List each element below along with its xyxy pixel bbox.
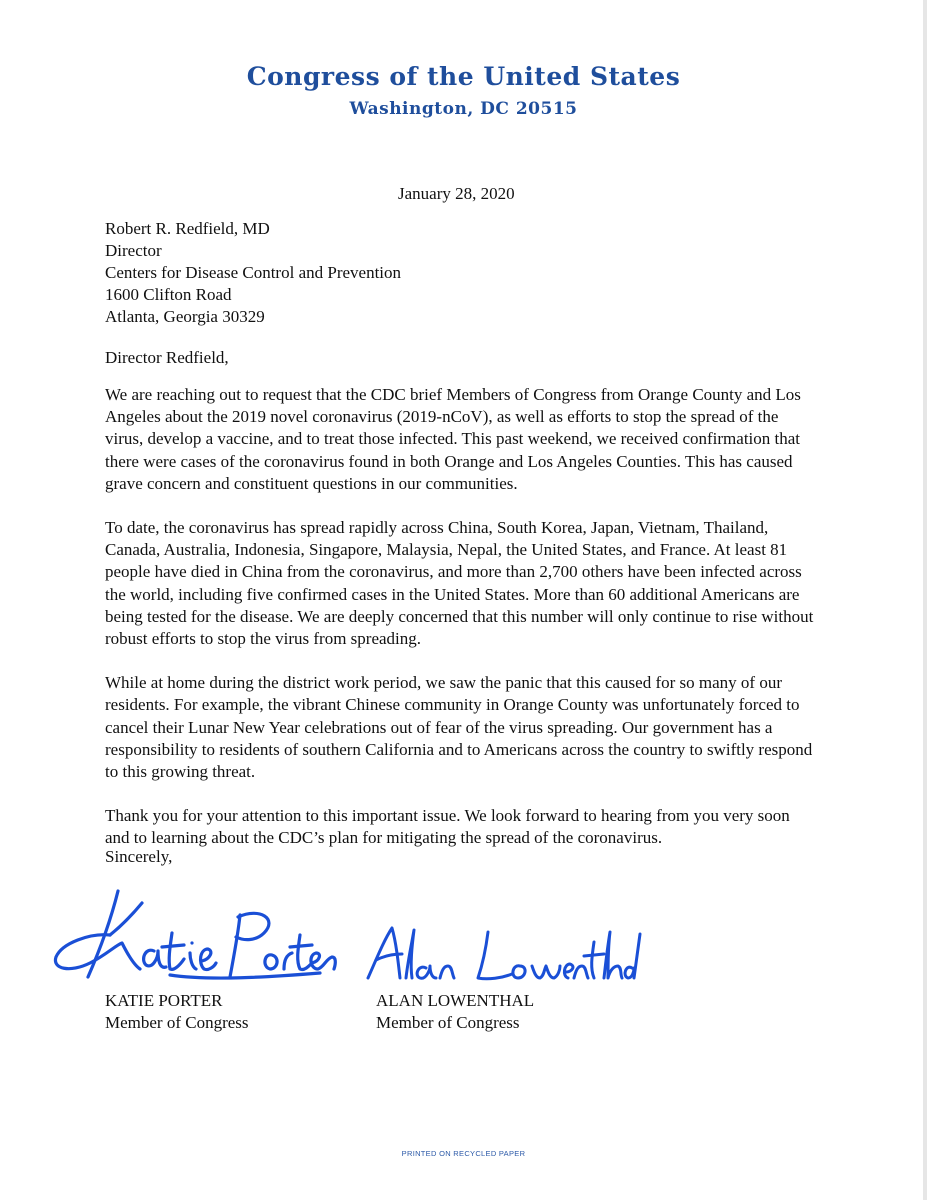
closing: Sincerely, [105, 847, 173, 866]
page-edge [923, 0, 927, 1200]
signature-alan-lowenthal [362, 920, 642, 990]
paragraph-4: Thank you for your attention to this important issue. We look forward to hearing from you very soon and to learning about the CDC’s plan for mitigating the spread of the coronavirus. [105, 806, 790, 848]
signer-name: ALAN LOWENTHAL [376, 991, 535, 1010]
paragraph-1: We are reaching out to request that the CDC brief Members of Congress from Orange County and Los Angeles about the 2019 novel coronavirus (2019-nCoV), as well as efforts to stop the spread of the virus, develop a vaccine, and to treat those infected. This past weekend, we received confirmation that there were cases of the coronavirus found in both Orange and Los Angeles Counties. This has caused grave concern and constituent questions in our communities. [105, 385, 801, 493]
signer-katie-porter [105, 990, 249, 1034]
signature-katie-porter [50, 885, 340, 985]
recipient-address [105, 218, 401, 328]
recipient-title: Director [105, 241, 162, 260]
letter-date: January 28, 2020 [398, 184, 515, 203]
letterhead-title: Congress of the United States [246, 62, 681, 91]
signer-title: Member of Congress [105, 1013, 249, 1032]
signer-name: KATIE PORTER [105, 991, 223, 1010]
letter-body [105, 384, 815, 872]
letterhead [0, 60, 927, 122]
salutation: Director Redfield, [105, 348, 229, 367]
paragraph-3: While at home during the district work period, we saw the panic that this caused for so many of our residents. For example, the vibrant Chinese community in Orange County was unfortunately forced to cancel their Lunar New Year celebrations out of fear of the virus spreading. Our government has a responsibility to residents of southern California and to Americans across the country to swiftly respond to this growing threat. [105, 673, 813, 782]
recipient-organization: Centers for Disease Control and Prevention [105, 263, 402, 282]
recycled-paper-footer: PRINTED ON RECYCLED PAPER [401, 1149, 526, 1158]
signer-alan-lowenthal [376, 990, 534, 1034]
recipient-city: Atlanta, Georgia 30329 [105, 307, 265, 326]
recipient-name: Robert R. Redfield, MD [105, 219, 270, 238]
letterhead-subtitle: Washington, DC 20515 [349, 99, 578, 119]
signer-title: Member of Congress [376, 1013, 520, 1032]
paragraph-2: To date, the coronavirus has spread rapidly across China, South Korea, Japan, Vietnam, Thailand, Canada, Australia, Indonesia, Singapore, Malaysia, Nepal, the United States, and France. At least 81 people have died in China from the coronavirus, and more than 2,700 others have been infected across the world, including five confirmed cases in the United States. More than 60 additional Americans are being tested for the disease. We are deeply concerned that this number will only continue to rise without robust efforts to stop the virus from spreading. [105, 518, 814, 649]
recipient-street: 1600 Clifton Road [105, 285, 232, 304]
